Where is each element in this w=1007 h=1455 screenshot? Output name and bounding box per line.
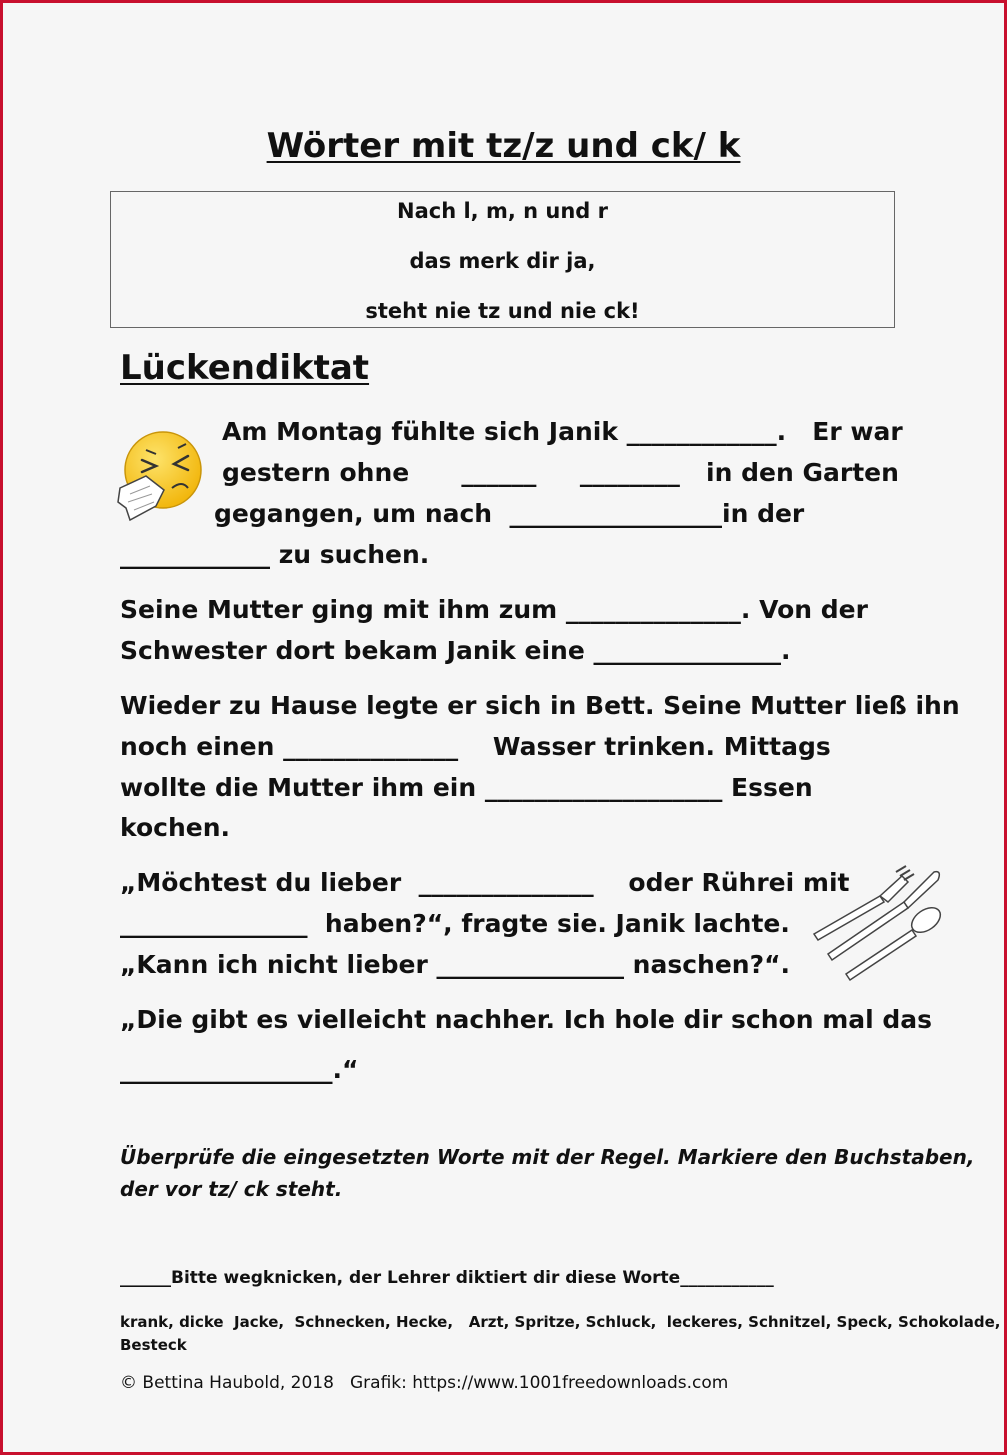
p3-line-1: Wieder zu Hause legte er sich in Bett. Seine Mutter ließ ihn — [120, 691, 960, 720]
sneezing-face-icon — [116, 428, 206, 524]
graphic-credit: Grafik: https://www.1001freedownloads.com — [350, 1373, 729, 1393]
word-list-line-2: Besteck — [120, 1336, 187, 1354]
p5-line-2: _________________.“ — [120, 1055, 359, 1084]
p3-line-2: noch einen ______________ Wasser trinken. Mittags — [120, 732, 831, 761]
p4-line-1: „Möchtest du lieber ______________ oder Rührei mit — [120, 868, 850, 897]
p4-line-2: _______________ haben?“, fragte sie. Janik lachte. — [120, 909, 790, 938]
word-list-line-1: krank, dicke Jacke, Schnecken, Hecke, Arzt, Spritze, Schluck, leckeres, Schnitzel, Speck, Schokolade, — [120, 1313, 1001, 1331]
p3-line-3: wollte die Mutter ihm ein ___________________ Essen — [120, 773, 813, 802]
rule-line-3: steht nie tz und nie ck! — [365, 299, 640, 323]
worksheet-title: Wörter mit tz/z und ck/ k — [266, 126, 741, 166]
p1-line-4: ____________ zu suchen. — [120, 540, 430, 569]
p4-line-3: „Kann ich nicht lieber _______________ naschen?“. — [120, 950, 791, 979]
rule-line-1: Nach l, m, n und r — [397, 199, 608, 223]
p2-line-1: Seine Mutter ging mit ihm zum ______________. Von der — [120, 595, 868, 624]
p2-line-2: Schwester dort bekam Janik eine _______________. — [120, 636, 791, 665]
copyright: © Bettina Haubold, 2018 — [120, 1373, 334, 1393]
p1-line-2: gestern ohne ______ ________ in den Garten — [222, 458, 899, 487]
p1-line-3: gegangen, um nach _________________in der — [214, 499, 805, 528]
p5-line-1: „Die gibt es vielleicht nachher. Ich hole dir schon mal das — [120, 1005, 933, 1034]
task-line-2: der vor tz/ ck steht. — [120, 1177, 343, 1201]
section-heading: Lückendiktat — [120, 348, 370, 388]
p1-line-1: Am Montag fühlte sich Janik ____________. Er war — [222, 417, 903, 446]
task-line-1: Überprüfe die eingesetzten Worte mit der Regel. Markiere den Buchstaben, — [120, 1145, 975, 1169]
p3-line-4: kochen. — [120, 813, 230, 842]
rule-line-2: das merk dir ja, — [409, 249, 596, 273]
rule-box — [110, 191, 895, 328]
fold-instruction: ______Bitte wegknicken, der Lehrer diktiert dir diese Worte___________ — [120, 1268, 774, 1288]
cutlery-icon — [808, 862, 944, 982]
